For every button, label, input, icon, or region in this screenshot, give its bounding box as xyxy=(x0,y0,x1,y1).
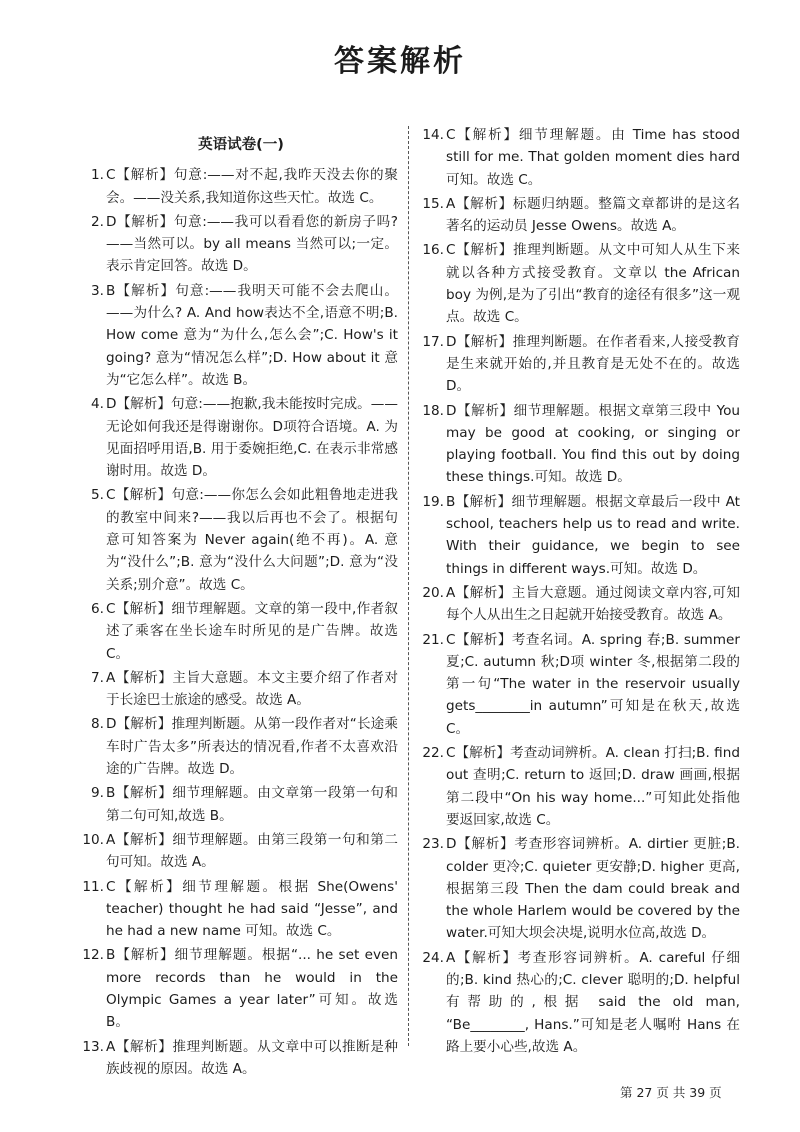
answer-number: 3. xyxy=(91,282,104,299)
answer-number: 13. xyxy=(82,1038,104,1055)
answer-item xyxy=(418,833,740,944)
answer-explanation: D【解析】推理判断题。从第一段作者对“长途乘车时广告太多”所表达的情况看,作者不太喜欢沿途的广告牌。故选 D。 xyxy=(106,716,398,778)
answer-explanation: A【解析】细节理解题。由第三段第一句和第二句可知。故选 A。 xyxy=(106,831,398,871)
answer-number: 18. xyxy=(422,402,444,419)
answer-explanation: C【解析】考查动词辨析。A. clean 打扫;B. find out 查明;C. return to 返回;D. draw 画画,根据第二段中“On his way home...”可知此处指他要返回家,故选 C。 xyxy=(446,745,740,828)
answer-explanation: A【解析】推理判断题。从文章中可以推断是种族歧视的原因。故选 A。 xyxy=(106,1038,398,1077)
answer-item xyxy=(78,164,398,209)
answer-item xyxy=(418,193,740,238)
answer-explanation: D【解析】考查形容词辨析。A. dirtier 更脏;B. colder 更冷;C. quieter 更安静;D. higher 更高,根据第三段 Then the dam could break and the whole Harlem would be covered by the water.可知大坝会决堤,说明水位高,故选 D。 xyxy=(446,836,740,942)
answer-item xyxy=(418,582,740,627)
answer-number: 5. xyxy=(91,487,104,504)
answer-number: 6. xyxy=(91,600,104,617)
answer-item xyxy=(418,629,740,740)
answer-item xyxy=(78,829,398,874)
answer-explanation: C【解析】考查名词。A. spring 春;B. summer 夏;C. autumn 秋;D项 winter 冬,根据第二段的第一句“The water in the reservoir usually gets________in autumn”可知是在秋天,故选 C。 xyxy=(446,631,740,737)
answer-explanation: B【解析】句意:——我明天可能不会去爬山。——为什么? A. And how表达不全,语意不明;B. How come 意为“为什么,怎么会”;C. How's it going? 意为“情况怎么样”;D. How about it 意为“它怎么样”。故选 B。 xyxy=(106,282,398,388)
page-number: 第 27 页 共 39 页 xyxy=(620,1085,722,1100)
answer-item xyxy=(418,331,740,398)
answer-number: 16. xyxy=(422,242,444,259)
answer-item xyxy=(78,598,398,665)
answer-explanation: C【解析】推理判断题。从文中可知人从生下来就以各种方式接受教育。文章以 the African boy 为例,是为了引出“教育的途径有很多”这一观点。故选 C。 xyxy=(446,242,740,326)
answer-item xyxy=(418,947,740,1058)
right-answer-list xyxy=(418,124,740,1058)
answer-number: 14. xyxy=(422,127,444,143)
answer-number: 12. xyxy=(82,947,104,964)
answer-item xyxy=(418,124,740,191)
answer-explanation: D【解析】推理判断题。在作者看来,人接受教育是生来就开始的,并且教育是无处不在的。故选 D。 xyxy=(446,333,740,395)
answer-explanation: D【解析】句意:——抱歉,我未能按时完成。——无论如何我还是得谢谢你。D项符合语境。A. 为见面招呼用语,B. 用于委婉拒绝,C. 在表示非常感谢时用。故选 D。 xyxy=(106,396,398,480)
answer-number: 10. xyxy=(82,831,104,848)
answer-item xyxy=(418,239,740,328)
answer-number: 22. xyxy=(422,745,444,762)
right-column xyxy=(418,124,740,1060)
answer-explanation: A【解析】考查形容词辨析。A. careful 仔细的;B. kind 热心的;C. clever 聪明的;D. helpful 有帮助的,根据 said the old man, “Be________, Hans.”可知是老人嘱咐 Hans 在路上要小心些,故选 A。 xyxy=(446,949,740,1055)
answer-explanation: A【解析】标题归纳题。整篇文章都讲的是这名著名的运动员 Jesse Owens。故选 A。 xyxy=(446,195,740,235)
answer-explanation: B【解析】细节理解题。根据“... he set even more records than he would in the Olympic Games a year later”可知。故选 B。 xyxy=(106,947,398,1031)
answer-explanation: B【解析】细节理解题。由文章第一段第一句和第二句可知,故选 B。 xyxy=(106,785,398,824)
answer-explanation: C【解析】句意:——你怎么会如此粗鲁地走进我的教室中间来?——我以后再也不会了。根据句意可知答案为 Never again(绝不再)。A. 意为“没什么”;B. 意为“没什么大问题”;D. 意为“没关系;别介意”。故选 C。 xyxy=(106,487,398,593)
answer-explanation: D【解析】句意:——我可以看看您的新房子吗?——当然可以。by all means 当然可以;一定。表示肯定回答。故选 D。 xyxy=(106,213,398,275)
answer-number: 17. xyxy=(422,333,444,350)
answer-explanation: A【解析】主旨大意题。通过阅读文章内容,可知每个人从出生之日起就开始接受教育。故选 A。 xyxy=(446,584,740,624)
answer-number: 1. xyxy=(91,167,104,184)
answer-explanation: A【解析】主旨大意题。本文主要介绍了作者对于长途巴士旅途的感受。故选 A。 xyxy=(106,669,398,709)
answer-number: 2. xyxy=(91,213,104,230)
answer-item xyxy=(418,400,740,489)
answer-item xyxy=(78,211,398,278)
page-title: 答案解析 xyxy=(334,44,466,79)
section-title: 英语试卷(一) xyxy=(198,137,284,153)
answer-item xyxy=(78,393,398,482)
column-divider xyxy=(408,126,409,1046)
answer-explanation: D【解析】细节理解题。根据文章第三段中 You may be good at cooking, or singing or playing football. You find this out by doing these things.可知。故选 D。 xyxy=(446,402,740,486)
answer-explanation: B【解析】细节理解题。根据文章最后一段中 At school, teachers help us to read and write. With their guidance, we begin to see things in different ways.可知。故选 D。 xyxy=(446,493,740,577)
answer-item xyxy=(78,782,398,827)
answer-number: 9. xyxy=(91,785,104,802)
answer-item xyxy=(78,484,398,595)
answer-item xyxy=(78,1036,398,1081)
answer-number: 15. xyxy=(422,195,444,212)
answer-number: 21. xyxy=(422,631,444,648)
answer-item xyxy=(78,713,398,780)
answer-explanation: C【解析】句意:——对不起,我昨天没去你的聚会。——没关系,我知道你这些天忙。故选 C。 xyxy=(106,167,398,206)
answer-item xyxy=(78,944,398,1033)
answer-number: 8. xyxy=(91,716,104,733)
answer-number: 19. xyxy=(422,493,444,510)
answer-explanation: C【解析】细节理解题。文章的第一段中,作者叙述了乘客在坐长途车时所见的是广告牌。故选 C。 xyxy=(106,600,398,662)
answer-number: 4. xyxy=(91,396,104,413)
left-answer-list xyxy=(78,164,398,1080)
answer-number: 23. xyxy=(422,836,444,853)
answer-item xyxy=(78,876,398,943)
answer-explanation: C【解析】细节理解题。由 Time has stood still for me. That golden moment dies hard 可知。故选 C。 xyxy=(446,127,740,188)
left-column xyxy=(78,134,398,1082)
answer-item xyxy=(418,491,740,580)
answer-number: 11. xyxy=(82,878,104,895)
answer-item xyxy=(78,667,398,712)
answer-number: 7. xyxy=(91,669,104,686)
answer-item xyxy=(78,280,398,391)
answer-number: 24. xyxy=(422,949,444,966)
answer-number: 20. xyxy=(422,584,444,601)
answer-item xyxy=(418,742,740,831)
answer-explanation: C【解析】细节理解题。根据 She(Owens' teacher) thought he had said “Jesse”, and he had a new name 可知。故选 C。 xyxy=(106,878,398,940)
